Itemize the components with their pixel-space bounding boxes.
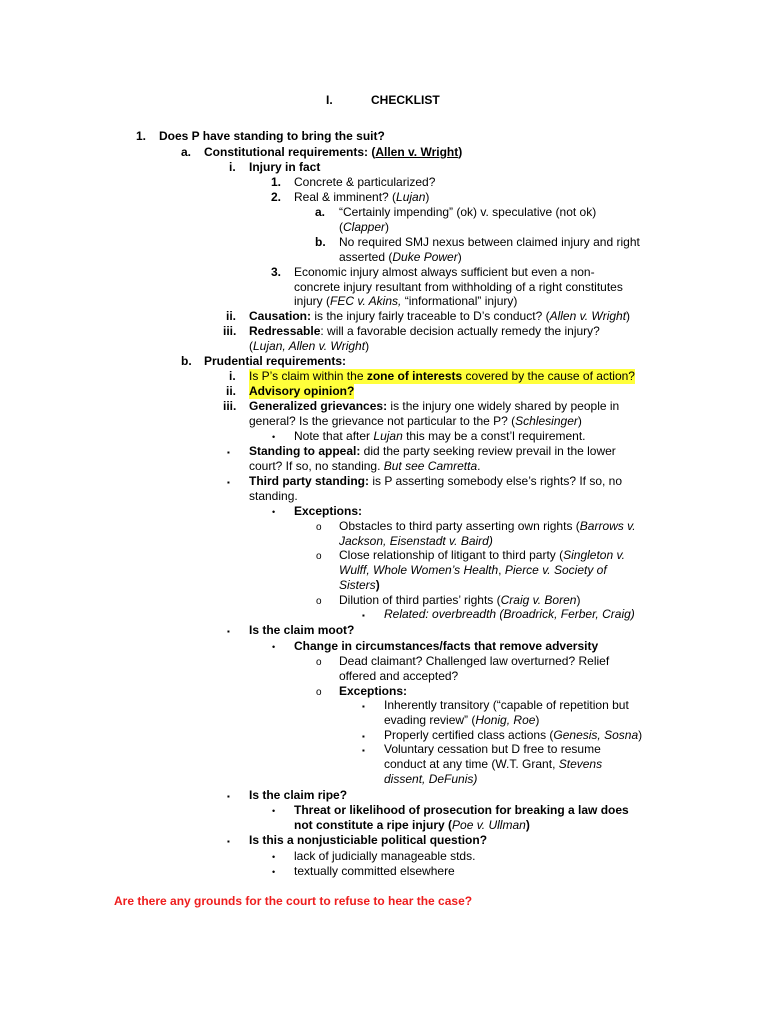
generalized-grievances: Generalized grievances: is the injury one widely shared by people in <box>249 399 620 413</box>
bullet-icon: • <box>272 432 276 442</box>
list-marker: iii. <box>223 399 237 413</box>
square-bullet-icon: ▪ <box>362 732 365 741</box>
list-marker: iii. <box>223 324 237 338</box>
list-item-continued: not constitute a ripe injury (Poe v. Ullman) <box>294 818 530 832</box>
list-item: “Certainly impending” (ok) v. speculative (not ok) <box>339 205 597 219</box>
third-party-standing-continued: standing. <box>249 489 298 503</box>
list-item: Obstacles to third party asserting own rights (Barrows v. <box>339 519 636 533</box>
list-item: Voluntary cessation but D free to resume <box>384 742 601 756</box>
list-item-continued: Jackson, Eisenstadt v. Baird) <box>339 534 493 548</box>
list-item: Threat or likelihood of prosecution for breaking a law does <box>294 803 629 817</box>
list-item: Economic injury almost always sufficient but even a non- <box>294 265 595 279</box>
list-item: Inherently transitory (“capable of repetition but <box>384 698 629 712</box>
list-marker: 1. <box>136 129 147 143</box>
list-item-continued: Sisters) <box>339 578 380 592</box>
square-bullet-icon: ▪ <box>362 611 365 620</box>
question-standing: Does P have standing to bring the suit? <box>159 129 385 143</box>
list-marker: 3. <box>271 265 282 279</box>
list-item: Close relationship of litigant to third party (Singleton v. <box>339 548 625 562</box>
list-marker: ii. <box>226 309 237 323</box>
injury-in-fact: Injury in fact <box>249 160 321 174</box>
list-marker: 1. <box>271 175 282 189</box>
list-marker: ii. <box>226 384 237 398</box>
prudential-requirements: Prudential requirements: <box>204 354 347 368</box>
standing-to-appeal: Standing to appeal: did the party seeking review prevail in the lower <box>249 444 616 458</box>
redressable-continued: (Lujan, Allen v. Wright) <box>249 339 370 353</box>
list-item-continued: (Clapper) <box>339 220 390 234</box>
bullet-icon: • <box>272 806 276 816</box>
list-marker: b. <box>315 235 326 249</box>
third-party-standing: Third party standing: is P asserting somebody else’s rights? If so, no <box>249 474 623 488</box>
claim-moot: Is the claim moot? <box>249 623 355 637</box>
constitutional-requirements: Constitutional requirements: (Allen v. Wright) <box>204 145 463 159</box>
square-bullet-icon: ▪ <box>362 746 365 755</box>
bullet-icon: • <box>272 867 276 877</box>
list-item: lack of judicially manageable stds. <box>294 849 476 863</box>
bullet-icon: • <box>272 852 276 862</box>
circle-bullet-icon: o <box>316 596 322 607</box>
list-item-continued: asserted (Duke Power) <box>339 250 462 264</box>
list-marker: a. <box>315 205 326 219</box>
list-item: Real & imminent? (Lujan) <box>294 190 430 204</box>
list-item: No required SMJ nexus between claimed injury and right <box>339 235 640 249</box>
heading-number: I. <box>326 93 333 107</box>
circle-bullet-icon: o <box>316 687 322 698</box>
list-item: Change in circumstances/facts that remove adversity <box>294 639 599 653</box>
list-item-continued: offered and accepted? <box>339 669 459 683</box>
list-item: Properly certified class actions (Genesis, Sosna) <box>384 728 643 742</box>
list-marker: b. <box>181 354 192 368</box>
political-question: Is this a nonjusticiable political question? <box>249 833 488 847</box>
circle-bullet-icon: o <box>316 657 322 668</box>
list-marker: i. <box>229 160 236 174</box>
list-item-continued: dissent, DeFunis) <box>384 772 478 786</box>
list-item: Note that after Lujan this may be a const’l requirement. <box>294 429 586 443</box>
claim-ripe: Is the claim ripe? <box>249 788 348 802</box>
list-item-continued: concrete injury resultant from withholding of a right constitutes <box>294 280 623 294</box>
list-item: Dead claimant? Challenged law overturned? Relief <box>339 654 610 668</box>
standing-to-appeal-continued: court? If so, no standing. But see Camretta. <box>249 459 481 473</box>
square-bullet-icon: ▪ <box>227 627 230 636</box>
square-bullet-icon: ▪ <box>227 478 230 487</box>
list-item-continued: Wulff, Whole Women’s Health, Pierce v. Society of <box>339 563 607 577</box>
causation: Causation: is the injury fairly traceable to D’s conduct? (Allen v. Wright) <box>249 309 631 323</box>
square-bullet-icon: ▪ <box>227 837 230 846</box>
page-title: CHECKLIST <box>371 93 440 107</box>
generalized-grievances-continued: general? Is the grievance not particular to the P? (Schlesinger) <box>249 414 582 428</box>
redressable: Redressable: will a favorable decision actually remedy the injury? <box>249 324 600 338</box>
list-item-continued: evading review” (Honig, Roe) <box>384 713 540 727</box>
list-item-continued: injury (FEC v. Akins, “informational” injury) <box>294 294 518 308</box>
bullet-icon: • <box>272 507 276 517</box>
square-bullet-icon: ▪ <box>227 448 230 457</box>
list-marker: a. <box>181 145 192 159</box>
list-item: Dilution of third parties’ rights (Craig v. Boren) <box>339 593 581 607</box>
list-marker: 2. <box>271 190 282 204</box>
list-marker: i. <box>229 369 236 383</box>
list-item-continued: conduct at any time (W.T. Grant, Stevens <box>384 757 603 771</box>
circle-bullet-icon: o <box>316 551 322 562</box>
square-bullet-icon: ▪ <box>362 702 365 711</box>
advisory-opinion: Advisory opinion? <box>249 384 355 398</box>
square-bullet-icon: ▪ <box>227 792 230 801</box>
zone-of-interests: Is P’s claim within the zone of interests covered by the cause of action? <box>249 369 635 383</box>
exceptions-label: Exceptions: <box>339 684 408 698</box>
list-item: Related: overbreadth (Broadrick, Ferber, Craig) <box>384 607 635 621</box>
bullet-icon: • <box>272 642 276 652</box>
refuse-to-hear-question: Are there any grounds for the court to refuse to hear the case? <box>114 894 473 908</box>
list-item: Concrete & particularized? <box>294 175 436 189</box>
list-item: textually committed elsewhere <box>294 864 455 878</box>
exceptions-label: Exceptions: <box>294 504 363 518</box>
circle-bullet-icon: o <box>316 522 322 533</box>
